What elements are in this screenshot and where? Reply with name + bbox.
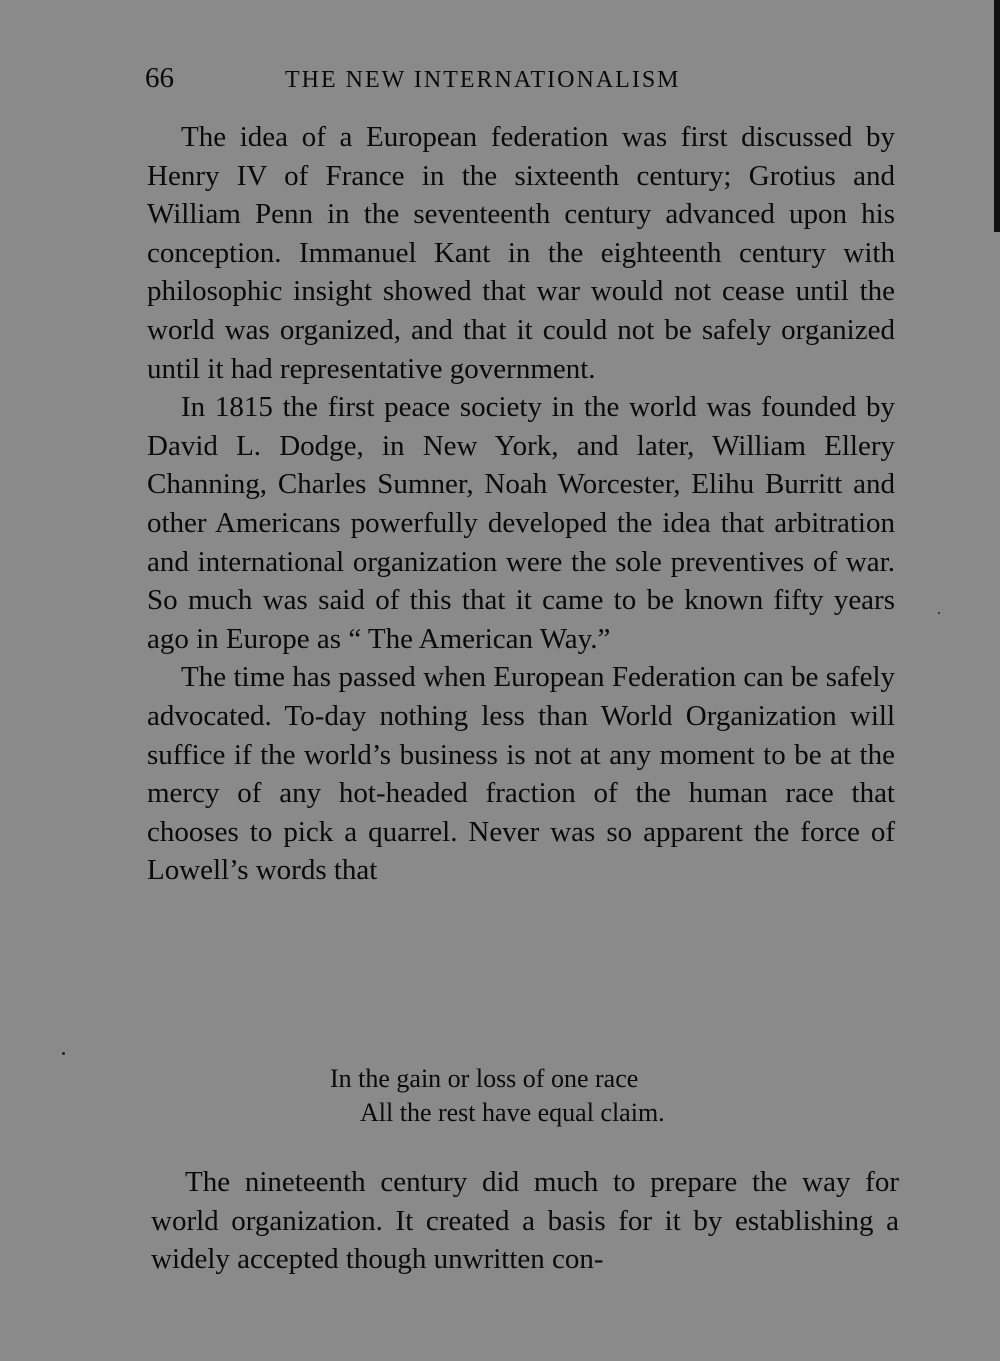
- verse-quotation: [330, 1062, 665, 1130]
- running-title: THE NEW INTERNATIONALISM: [285, 67, 681, 93]
- paragraph-european-federation: The idea of a European federation was first discussed by Henry IV of France in the sixteenth century; Grotius and William Penn in the seventeenth century advanced upon his conception. Immanuel Kant in the eighteenth century with philosophic insight showed that war would not cease until the world was organized, and that it could not be safely organized until it had representative government.: [147, 121, 895, 385]
- page-header: [145, 60, 905, 100]
- paragraph-world-organization: The time has passed when European Federation can be safely advocated. To-day nothing less than World Organization will suffice if the world’s business is not at any moment to be at the mercy of any hot-headed fraction of the human race that chooses to pick a quarrel. Never was so apparent the force of Lowell’s words that: [147, 661, 895, 887]
- body-text: [147, 118, 895, 890]
- page-edge-shadow: [994, 0, 1000, 232]
- paragraph-nineteenth-century: The nineteenth century did much to prepare the way for world organization. It created a basis for it by establishing a widely accepted though unwritten con-: [151, 1166, 899, 1276]
- closing-text: [151, 1163, 899, 1279]
- verse-line-2: All the rest have equal claim.: [360, 1098, 665, 1127]
- paragraph-peace-society: In 1815 the first peace society in the world was founded by David L. Dodge, in New York, and later, William Ellery Channing, Charles Sumner, Noah Worcester, Elihu Burritt and other Americans powerfully developed the idea that arbitration and international organization were the sole preventives of war. So much was said of this that it came to be known fifty years ago in Europe as “ The American Way.”: [147, 391, 895, 655]
- verse-line-1: In the gain or loss of one race: [330, 1064, 639, 1093]
- scan-speck: [62, 1052, 65, 1055]
- scan-speck: [938, 612, 940, 614]
- page-number: 66: [145, 62, 174, 94]
